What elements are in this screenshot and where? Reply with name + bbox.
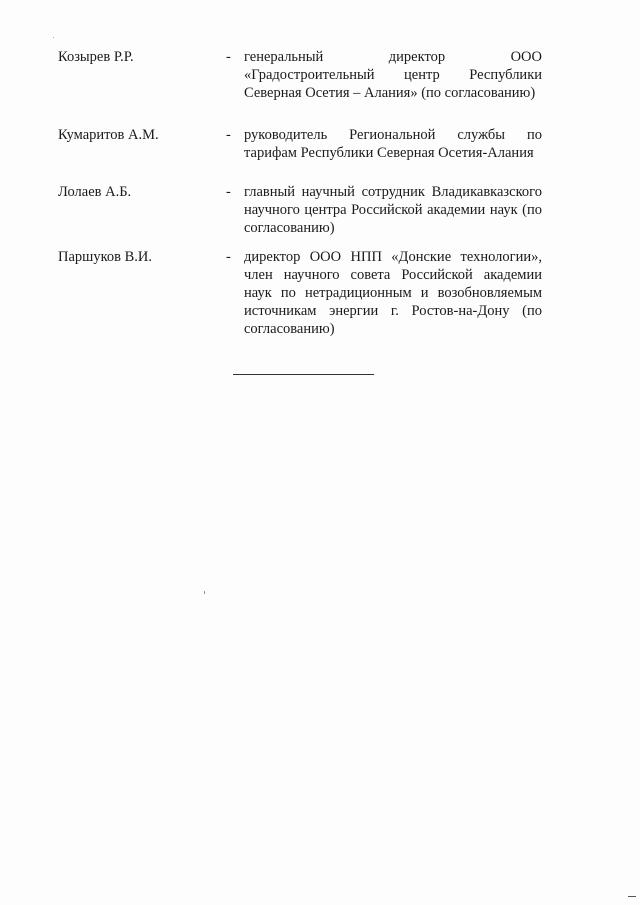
member-description: генеральный директор ООО «Градостроительный центр Республики Северная Осетия – Алания» (по согласованию) (244, 49, 542, 101)
member-dash: - (226, 127, 231, 143)
member-dash: - (226, 249, 231, 265)
member-dash: - (226, 49, 231, 65)
closing-divider-line (233, 374, 374, 375)
member-name: Козырев Р.Р. (58, 49, 134, 65)
scan-speck (53, 37, 54, 38)
scan-edge-mark (628, 896, 636, 897)
member-name: Кумаритов А.М. (58, 127, 159, 143)
member-name: Лолаев А.Б. (58, 184, 132, 200)
scan-speck (204, 591, 205, 594)
member-dash: - (226, 184, 231, 200)
member-description: директор ООО НПП «Донские технологии», член научного совета Российской академии наук по нетрадиционным и возобновляемым источникам энергии г. Ростов-на-Дону (по согласованию) (244, 249, 542, 337)
member-description: главный научный сотрудник Владикавказского научного центра Российской академии наук (по согласованию) (244, 184, 542, 236)
member-name: Паршуков В.И. (58, 249, 152, 265)
member-description: руководитель Региональной службы по тарифам Республики Северная Осетия-Алания (244, 127, 542, 161)
